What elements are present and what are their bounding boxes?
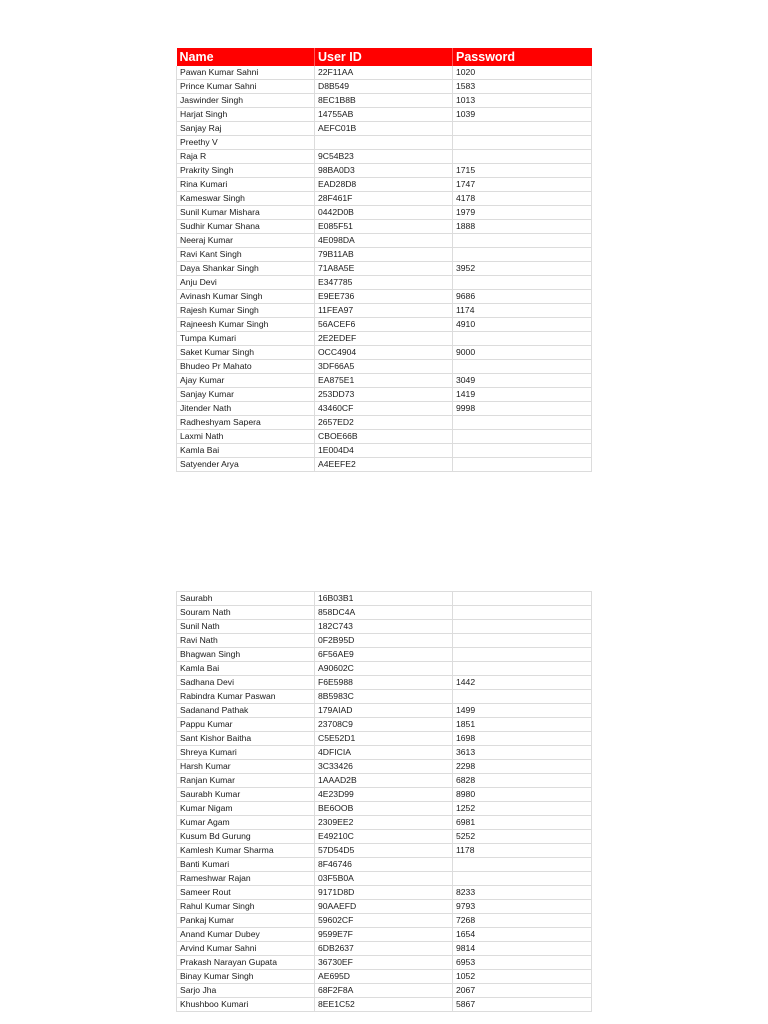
cell-user-id — [315, 136, 453, 150]
cell-password — [453, 234, 592, 248]
cell-name: Rina Kumari — [177, 178, 315, 192]
cell-user-id: EAD28D8 — [315, 178, 453, 192]
table-row — [177, 108, 592, 122]
table-row — [177, 942, 592, 956]
cell-name: Banti Kumari — [177, 858, 315, 872]
cell-name: Kumar Agam — [177, 816, 315, 830]
cell-user-id: 90AAEFD — [315, 900, 453, 914]
cell-name: Sarjo Jha — [177, 984, 315, 998]
table-row — [177, 732, 592, 746]
cell-password: 9000 — [453, 346, 592, 360]
cell-user-id: E085F51 — [315, 220, 453, 234]
column-header-password: Password — [453, 48, 592, 66]
table-row — [177, 290, 592, 304]
table-row — [177, 606, 592, 620]
cell-name: Kumar Nigam — [177, 802, 315, 816]
cell-password: 8233 — [453, 886, 592, 900]
cell-name: Avinash Kumar Singh — [177, 290, 315, 304]
table-row — [177, 304, 592, 318]
table-row — [177, 704, 592, 718]
cell-name: Neeraj Kumar — [177, 234, 315, 248]
cell-name: Saurabh — [177, 592, 315, 606]
cell-name: Harsh Kumar — [177, 760, 315, 774]
cell-name: Anand Kumar Dubey — [177, 928, 315, 942]
table-row — [177, 830, 592, 844]
cell-password: 5867 — [453, 998, 592, 1012]
cell-password: 2067 — [453, 984, 592, 998]
table-row — [177, 914, 592, 928]
cell-password — [453, 276, 592, 290]
cell-password — [453, 332, 592, 346]
cell-name: Sunil Nath — [177, 620, 315, 634]
cell-name: Khushboo Kumari — [177, 998, 315, 1012]
cell-user-id: 8EE1C52 — [315, 998, 453, 1012]
cell-password: 9686 — [453, 290, 592, 304]
table-row — [177, 634, 592, 648]
table-row — [177, 592, 592, 606]
cell-name: Kusum Bd Gurung — [177, 830, 315, 844]
cell-user-id: CBOE66B — [315, 430, 453, 444]
cell-password: 8980 — [453, 788, 592, 802]
cell-name: Anju Devi — [177, 276, 315, 290]
table-row — [177, 648, 592, 662]
cell-user-id: 6DB2637 — [315, 942, 453, 956]
table-row — [177, 886, 592, 900]
cell-name: Raja R — [177, 150, 315, 164]
cell-password: 1888 — [453, 220, 592, 234]
cell-user-id: AE695D — [315, 970, 453, 984]
table-row — [177, 458, 592, 472]
table-row — [177, 206, 592, 220]
table-row — [177, 956, 592, 970]
cell-password: 1052 — [453, 970, 592, 984]
cell-name: Tumpa Kumari — [177, 332, 315, 346]
cell-name: Rahul Kumar Singh — [177, 900, 315, 914]
cell-password: 1178 — [453, 844, 592, 858]
cell-password: 1851 — [453, 718, 592, 732]
cell-password — [453, 122, 592, 136]
cell-password: 4178 — [453, 192, 592, 206]
cell-user-id: 14755AB — [315, 108, 453, 122]
cell-password — [453, 662, 592, 676]
cell-user-id: 0442D0B — [315, 206, 453, 220]
cell-user-id: 1E004D4 — [315, 444, 453, 458]
cell-user-id: 0F2B95D — [315, 634, 453, 648]
cell-user-id: 98BA0D3 — [315, 164, 453, 178]
cell-name: Bhudeo Pr Mahato — [177, 360, 315, 374]
cell-name: Kameswar Singh — [177, 192, 315, 206]
cell-name: Binay Kumar Singh — [177, 970, 315, 984]
cell-user-id: 4DFICIA — [315, 746, 453, 760]
cell-user-id: 16B03B1 — [315, 592, 453, 606]
cell-user-id: 36730EF — [315, 956, 453, 970]
table-row — [177, 718, 592, 732]
table-row — [177, 430, 592, 444]
table-row — [177, 80, 592, 94]
cell-name: Ajay Kumar — [177, 374, 315, 388]
cell-name: Laxmi Nath — [177, 430, 315, 444]
table-row — [177, 444, 592, 458]
cell-password: 1698 — [453, 732, 592, 746]
table-row — [177, 970, 592, 984]
cell-user-id: BE6OOB — [315, 802, 453, 816]
column-header-user-id: User ID — [315, 48, 453, 66]
cell-user-id: E9EE736 — [315, 290, 453, 304]
cell-password: 1499 — [453, 704, 592, 718]
table-row — [177, 802, 592, 816]
cell-user-id: C5E52D1 — [315, 732, 453, 746]
cell-user-id: 03F5B0A — [315, 872, 453, 886]
cell-user-id: 23708C9 — [315, 718, 453, 732]
table-header-row — [177, 48, 592, 66]
table-row — [177, 262, 592, 276]
cell-password: 6953 — [453, 956, 592, 970]
cell-name: Rameshwar Rajan — [177, 872, 315, 886]
cell-user-id: 9C54B23 — [315, 150, 453, 164]
cell-password: 7268 — [453, 914, 592, 928]
cell-user-id: A4EEFE2 — [315, 458, 453, 472]
cell-user-id: 179AIAD — [315, 704, 453, 718]
cell-user-id: 28F461F — [315, 192, 453, 206]
cell-name: Radheshyam Sapera — [177, 416, 315, 430]
cell-password: 1442 — [453, 676, 592, 690]
cell-user-id: 22F11AA — [315, 66, 453, 80]
cell-user-id: 2E2EDEF — [315, 332, 453, 346]
cell-name: Prakash Narayan Gupata — [177, 956, 315, 970]
cell-name: Satyender Arya — [177, 458, 315, 472]
cell-name: Pankaj Kumar — [177, 914, 315, 928]
table-row — [177, 774, 592, 788]
cell-name: Kamla Bai — [177, 444, 315, 458]
cell-password — [453, 444, 592, 458]
cell-user-id: EA875E1 — [315, 374, 453, 388]
cell-name: Prince Kumar Sahni — [177, 80, 315, 94]
cell-name: Souram Nath — [177, 606, 315, 620]
cell-password: 3952 — [453, 262, 592, 276]
table-row — [177, 360, 592, 374]
cell-name: Sudhir Kumar Shana — [177, 220, 315, 234]
table-row — [177, 164, 592, 178]
cell-name: Saurabh Kumar — [177, 788, 315, 802]
table-row — [177, 402, 592, 416]
table-row — [177, 662, 592, 676]
user-table-2 — [176, 591, 592, 1012]
cell-name: Sunil Kumar Mishara — [177, 206, 315, 220]
cell-user-id: 253DD73 — [315, 388, 453, 402]
cell-password: 9998 — [453, 402, 592, 416]
table-row — [177, 844, 592, 858]
cell-user-id: A90602C — [315, 662, 453, 676]
cell-password: 1020 — [453, 66, 592, 80]
cell-user-id: 2657ED2 — [315, 416, 453, 430]
cell-user-id: 8F46746 — [315, 858, 453, 872]
cell-name: Rajesh Kumar Singh — [177, 304, 315, 318]
cell-user-id: 56ACEF6 — [315, 318, 453, 332]
cell-password — [453, 648, 592, 662]
cell-password: 1252 — [453, 802, 592, 816]
table-row — [177, 318, 592, 332]
cell-password — [453, 360, 592, 374]
cell-password: 1715 — [453, 164, 592, 178]
cell-name: Preethy V — [177, 136, 315, 150]
table-row — [177, 928, 592, 942]
cell-name: Kamlesh Kumar Sharma — [177, 844, 315, 858]
cell-password — [453, 136, 592, 150]
cell-name: Ravi Nath — [177, 634, 315, 648]
table-row — [177, 676, 592, 690]
cell-password: 9793 — [453, 900, 592, 914]
cell-name: Saket Kumar Singh — [177, 346, 315, 360]
cell-user-id: 79B11AB — [315, 248, 453, 262]
table-row — [177, 816, 592, 830]
cell-name: Ravi Kant Singh — [177, 248, 315, 262]
cell-password — [453, 634, 592, 648]
cell-user-id: OCC4904 — [315, 346, 453, 360]
cell-password: 5252 — [453, 830, 592, 844]
cell-user-id: 11FEA97 — [315, 304, 453, 318]
cell-password — [453, 606, 592, 620]
cell-password: 6981 — [453, 816, 592, 830]
table-row — [177, 346, 592, 360]
cell-name: Pawan Kumar Sahni — [177, 66, 315, 80]
cell-password — [453, 430, 592, 444]
cell-password: 2298 — [453, 760, 592, 774]
table-row — [177, 900, 592, 914]
cell-user-id: 858DC4A — [315, 606, 453, 620]
cell-user-id: 68F2F8A — [315, 984, 453, 998]
cell-password — [453, 416, 592, 430]
cell-user-id: 57D54D5 — [315, 844, 453, 858]
cell-name: Rajneesh Kumar Singh — [177, 318, 315, 332]
cell-name: Jaswinder Singh — [177, 94, 315, 108]
table-row — [177, 620, 592, 634]
cell-name: Sant Kishor Baitha — [177, 732, 315, 746]
cell-password — [453, 858, 592, 872]
cell-password — [453, 248, 592, 262]
table-row — [177, 192, 592, 206]
cell-password: 1174 — [453, 304, 592, 318]
cell-user-id: 43460CF — [315, 402, 453, 416]
table-row — [177, 248, 592, 262]
cell-password — [453, 150, 592, 164]
cell-user-id: 3C33426 — [315, 760, 453, 774]
cell-password — [453, 620, 592, 634]
cell-name: Bhagwan Singh — [177, 648, 315, 662]
cell-password — [453, 592, 592, 606]
table-row — [177, 332, 592, 346]
cell-name: Shreya Kumari — [177, 746, 315, 760]
table-row — [177, 416, 592, 430]
cell-password — [453, 458, 592, 472]
cell-user-id: AEFC01B — [315, 122, 453, 136]
cell-user-id: 6F56AE9 — [315, 648, 453, 662]
table-row — [177, 998, 592, 1012]
cell-name: Sadanand Pathak — [177, 704, 315, 718]
table-row — [177, 858, 592, 872]
table-row — [177, 984, 592, 998]
cell-name: Jitender Nath — [177, 402, 315, 416]
table-row — [177, 220, 592, 234]
table-row — [177, 150, 592, 164]
table-row — [177, 746, 592, 760]
cell-name: Sanjay Kumar — [177, 388, 315, 402]
table-row — [177, 66, 592, 80]
table-row — [177, 690, 592, 704]
table-row — [177, 234, 592, 248]
cell-user-id: E347785 — [315, 276, 453, 290]
cell-password: 4910 — [453, 318, 592, 332]
cell-user-id: 59602CF — [315, 914, 453, 928]
cell-password: 6828 — [453, 774, 592, 788]
cell-name: Rabindra Kumar Paswan — [177, 690, 315, 704]
cell-name: Sadhana Devi — [177, 676, 315, 690]
cell-name: Pappu Kumar — [177, 718, 315, 732]
cell-user-id: D8B549 — [315, 80, 453, 94]
cell-user-id: 3DF66A5 — [315, 360, 453, 374]
cell-name: Harjat Singh — [177, 108, 315, 122]
cell-user-id: 9599E7F — [315, 928, 453, 942]
cell-password — [453, 690, 592, 704]
cell-user-id: 9171D8D — [315, 886, 453, 900]
table-row — [177, 136, 592, 150]
cell-name: Prakrity Singh — [177, 164, 315, 178]
cell-name: Sanjay Raj — [177, 122, 315, 136]
cell-name: Sameer Rout — [177, 886, 315, 900]
cell-password: 1747 — [453, 178, 592, 192]
cell-password: 1419 — [453, 388, 592, 402]
cell-password: 1583 — [453, 80, 592, 94]
cell-name: Arvind Kumar Sahni — [177, 942, 315, 956]
cell-user-id: F6E5988 — [315, 676, 453, 690]
cell-name: Daya Shankar Singh — [177, 262, 315, 276]
cell-password: 1979 — [453, 206, 592, 220]
cell-password: 3049 — [453, 374, 592, 388]
cell-password: 9814 — [453, 942, 592, 956]
cell-password: 1654 — [453, 928, 592, 942]
table-row — [177, 374, 592, 388]
table-row — [177, 388, 592, 402]
cell-user-id: 4E098DA — [315, 234, 453, 248]
cell-name: Kamla Bai — [177, 662, 315, 676]
cell-user-id: 2309EE2 — [315, 816, 453, 830]
user-table-1 — [176, 48, 592, 472]
cell-user-id: 4E23D99 — [315, 788, 453, 802]
cell-user-id: 182C743 — [315, 620, 453, 634]
column-header-name: Name — [177, 48, 315, 66]
table-row — [177, 94, 592, 108]
table-row — [177, 122, 592, 136]
table-row — [177, 788, 592, 802]
cell-password: 1039 — [453, 108, 592, 122]
cell-name: Ranjan Kumar — [177, 774, 315, 788]
cell-user-id: E49210C — [315, 830, 453, 844]
cell-user-id: 8EC1B8B — [315, 94, 453, 108]
table-row — [177, 178, 592, 192]
cell-user-id: 1AAAD2B — [315, 774, 453, 788]
table-row — [177, 760, 592, 774]
table-row — [177, 276, 592, 290]
table-row — [177, 872, 592, 886]
cell-password: 3613 — [453, 746, 592, 760]
cell-password: 1013 — [453, 94, 592, 108]
cell-password — [453, 872, 592, 886]
cell-user-id: 71A8A5E — [315, 262, 453, 276]
cell-user-id: 8B5983C — [315, 690, 453, 704]
